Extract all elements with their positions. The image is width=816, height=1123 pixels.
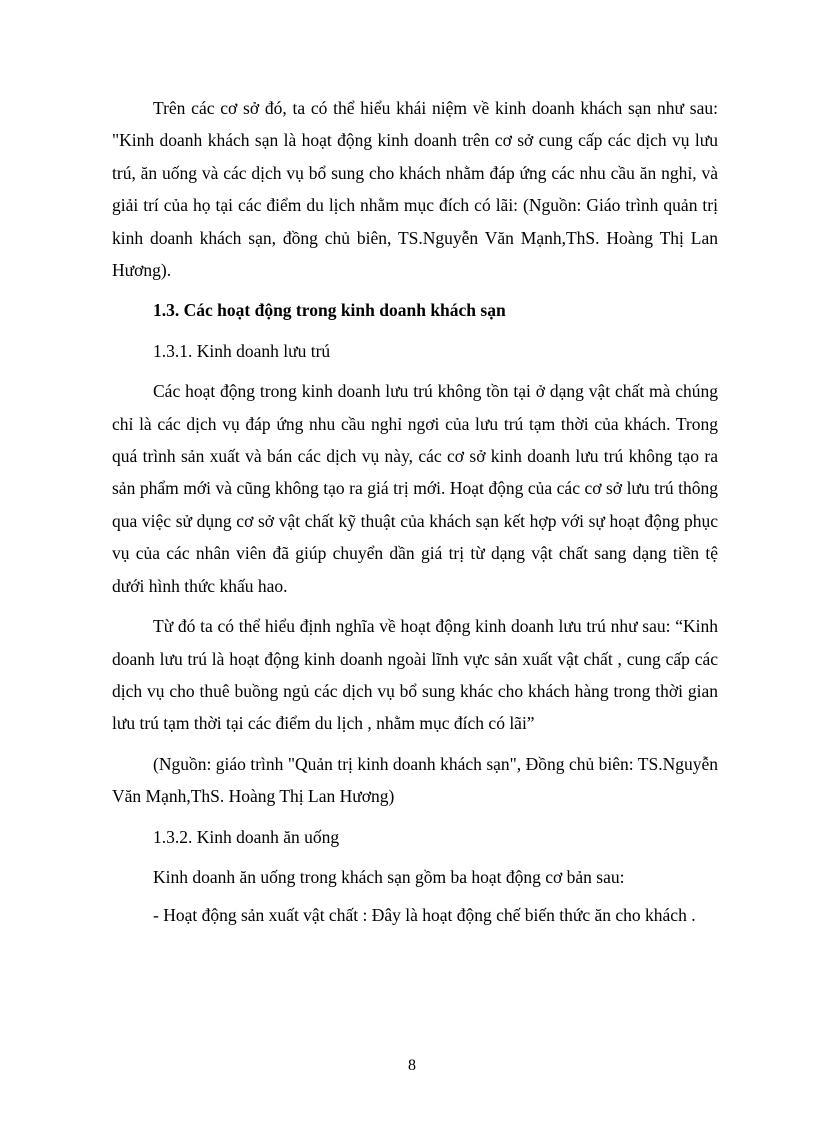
paragraph-food-business-intro: Kinh doanh ăn uống trong khách sạn gồm ba hoạt động cơ bản sau: <box>153 866 625 887</box>
paragraph-hotel-business-definition: Trên các cơ sở đó, ta có thể hiểu khái niệm về kinh doanh khách sạn như sau: "Kinh doanh khách sạn là hoạt động kinh doanh trên cơ sở cung cấp các dịch vụ lưu trú, ăn uống và các dịch vụ bổ sung cho khách nhằm đáp ứng các nhu cầu ăn nghỉ, và giải trí của họ tại các điểm du lịch nhằm mục đích có lãi: (Nguồn: Giáo trình quản trị kinh doanh khách sạn, đồng chủ biên, TS.Nguyễn Văn Mạnh,ThS. Hoàng Thị Lan Hương). <box>112 98 718 281</box>
paragraph-accommodation-definition: Từ đó ta có thể hiểu định nghĩa về hoạt động kinh doanh lưu trú như sau: “Kinh doanh lưu trú là hoạt động kinh doanh ngoài lĩnh vực sản xuất vật chất , cung cấp các dịch vụ cho thuê buồng ngủ các dịch vụ bổ sung khác cho khách hàng trong thời gian lưu trú tạm thời tại các điểm du lịch , nhằm mục đích có lãi” <box>112 616 718 734</box>
page-body <box>112 92 718 940</box>
subsection-heading-1-3-2: 1.3.2. Kinh doanh ăn uống <box>153 826 340 847</box>
paragraph-source-citation: (Nguồn: giáo trình "Quản trị kinh doanh khách sạn", Đồng chủ biên: TS.Nguyễn Văn Mạnh,ThS. Hoàng Thị Lan Hương) <box>112 753 718 807</box>
page-number: 8 <box>408 1057 416 1074</box>
paragraph-accommodation-activities: Các hoạt động trong kinh doanh lưu trú không tồn tại ở dạng vật chất mà chúng chỉ là các dịch vụ đáp ứng nhu cầu nghỉ ngơi của lưu trú tạm thời của khách. Trong quá trình sản xuất và bán các dịch vụ này, các cơ sở kinh doanh lưu trú không tạo ra sản phẩm mới và cũng không tạo ra giá trị mới. Hoạt động của các cơ sở lưu trú thông qua việc sử dụng cơ sở vật chất kỹ thuật của khách sạn kết hợp với sự hoạt động phục vụ của các nhân viên đã giúp chuyển dần giá trị từ dạng vật chất sang dạng tiền tệ dưới hình thức khấu hao. <box>112 381 718 596</box>
subsection-heading-1-3-1: 1.3.1. Kinh doanh lưu trú <box>153 340 331 361</box>
paragraph-material-production: - Hoạt động sản xuất vật chất : Đây là hoạt động chế biến thức ăn cho khách . <box>153 905 696 926</box>
section-heading-1-3: 1.3. Các hoạt động trong kinh doanh khách sạn <box>153 300 506 321</box>
